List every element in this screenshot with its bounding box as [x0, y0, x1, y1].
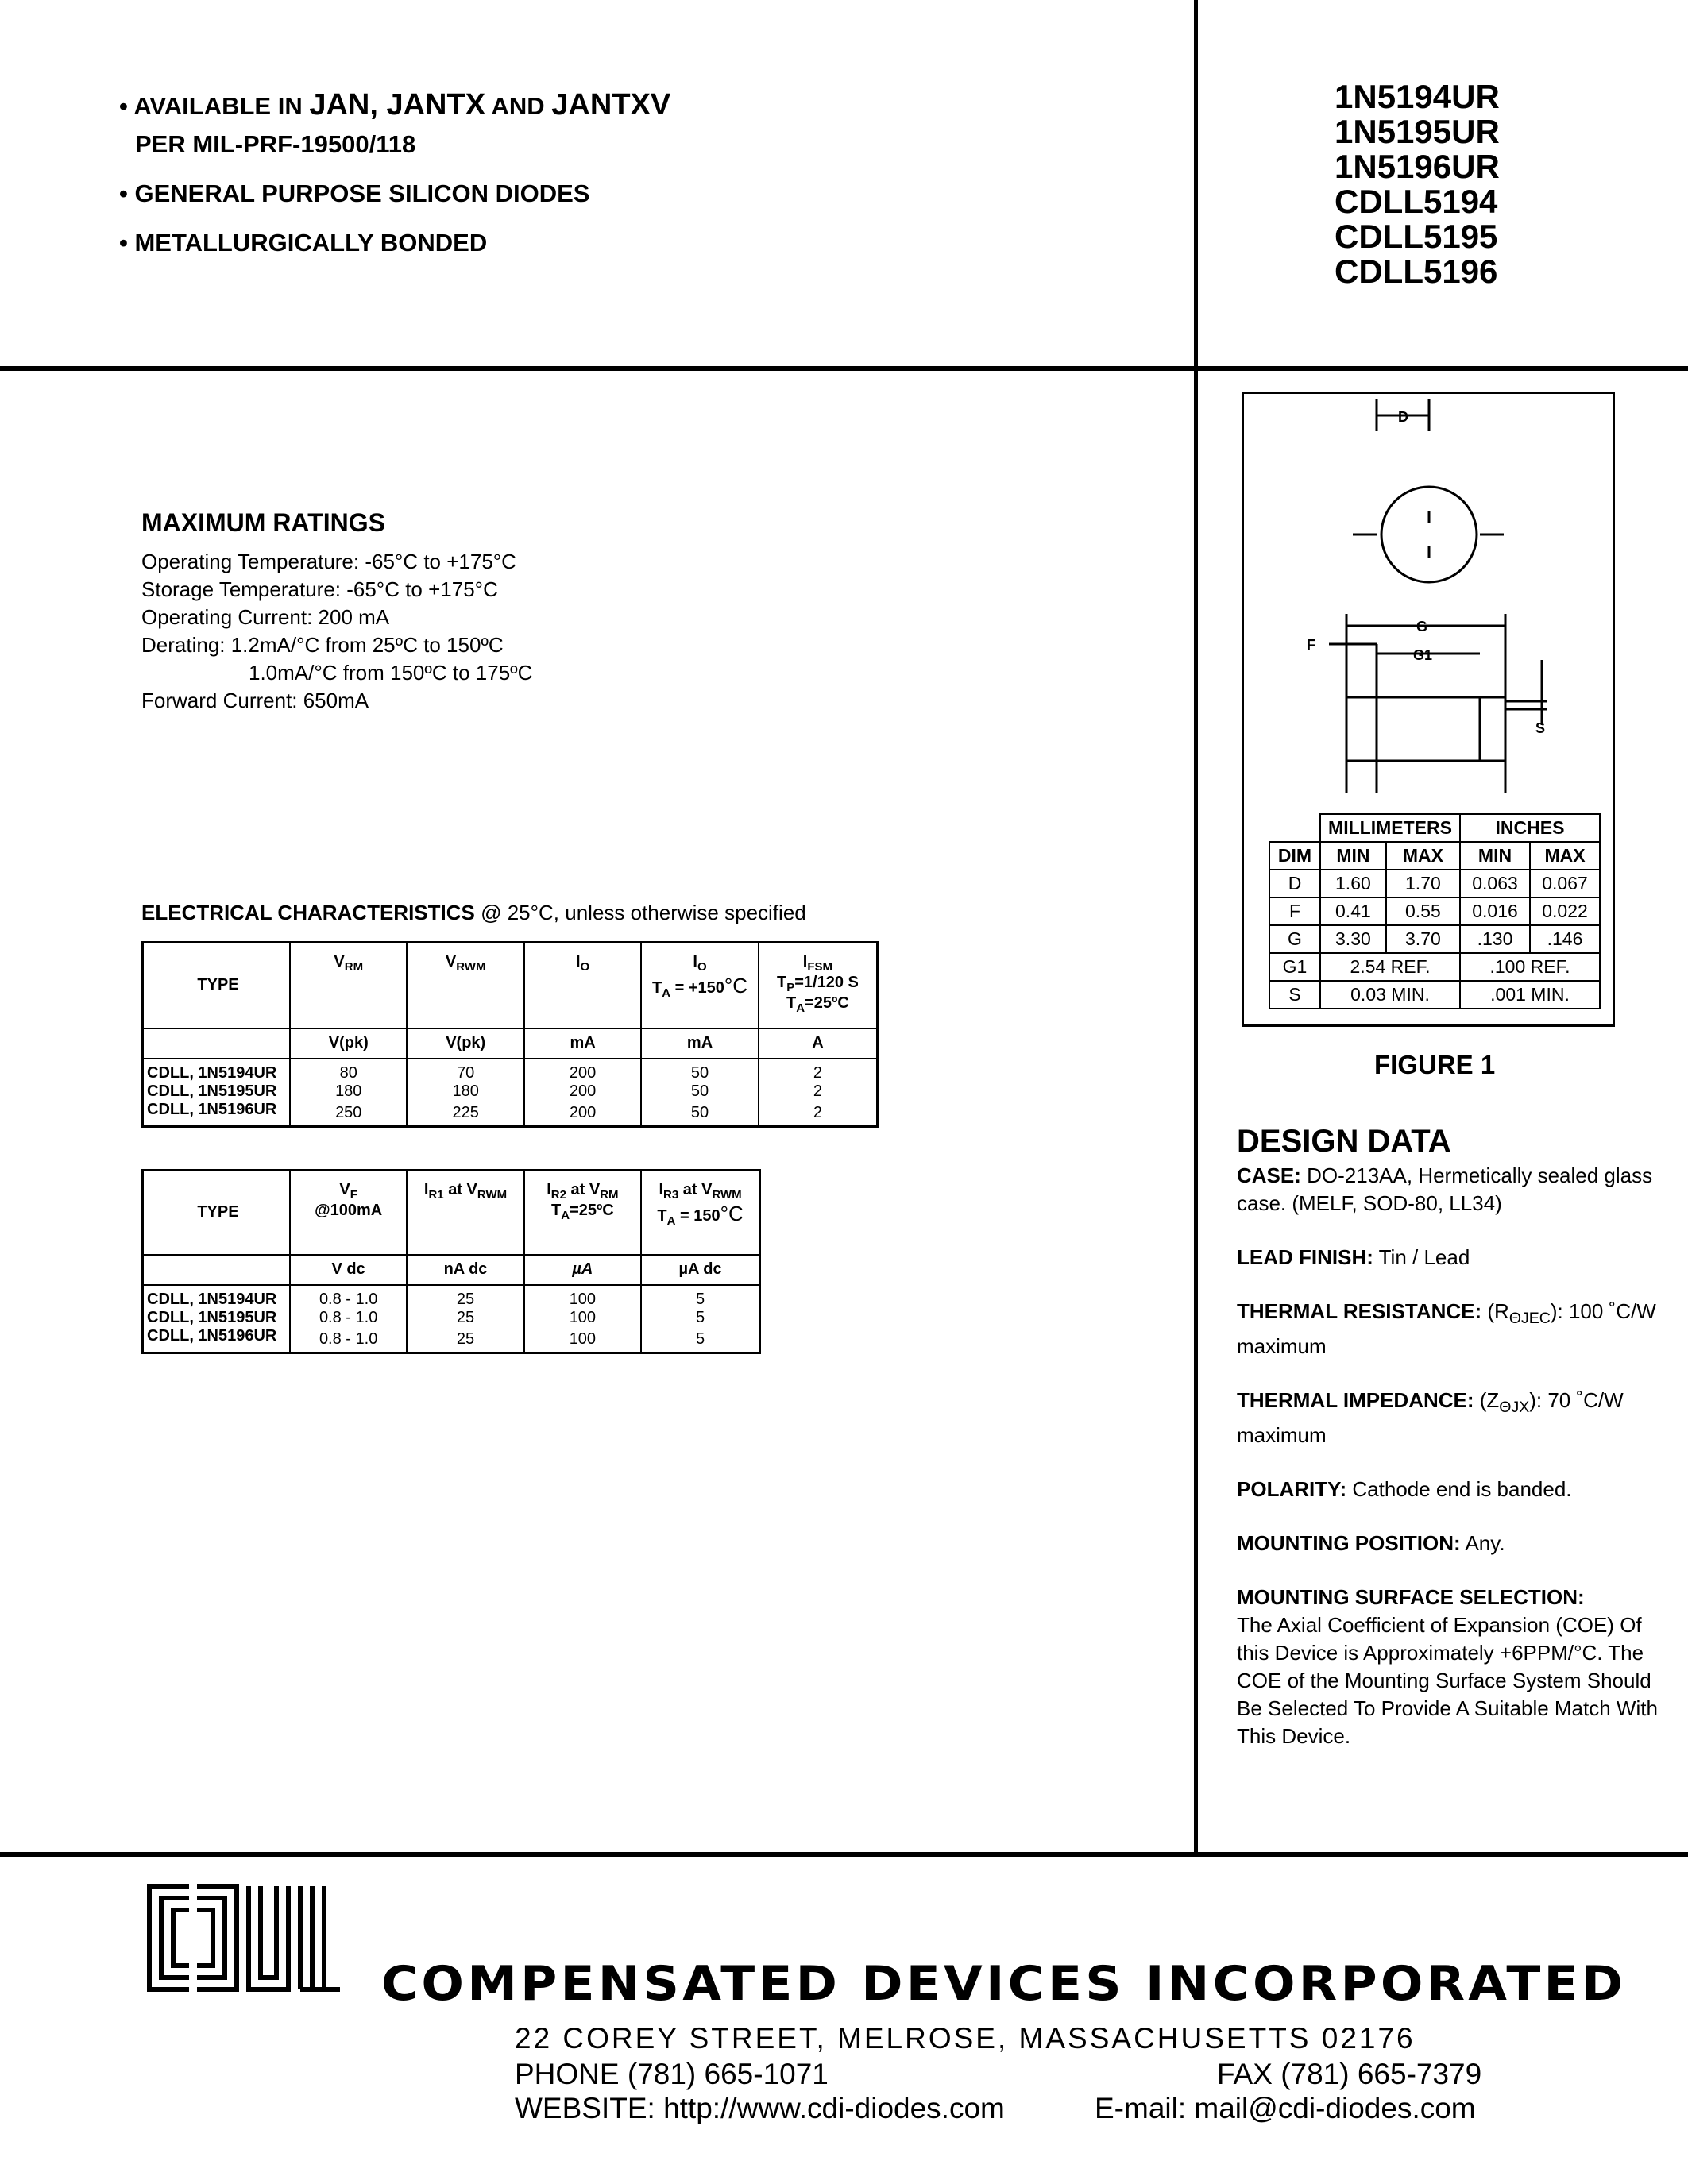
dims-cell: 0.41 — [1320, 897, 1386, 925]
table-row — [143, 1101, 878, 1127]
cell-ir3: 5 — [641, 1327, 759, 1353]
vrwm-symbol: V — [445, 953, 457, 970]
feature-availability — [119, 86, 670, 125]
io2-cond-sub: A — [662, 986, 671, 1000]
design-surface — [1237, 1584, 1666, 1750]
cell-ir1: 25 — [407, 1327, 523, 1353]
electrical-title-rest: @ 25°C, unless otherwise specified — [474, 901, 806, 924]
dims-dim-header: DIM — [1269, 842, 1320, 870]
col-ir3 — [641, 1171, 759, 1255]
dims-min-header: MIN — [1460, 842, 1530, 870]
row-type: CDLL, 1N5196UR — [147, 1100, 277, 1118]
vrm-sub: RM — [344, 960, 364, 974]
company-email[interactable]: E-mail: mail@cdi-diodes.com — [1095, 2092, 1476, 2124]
part-number: CDLL5194 — [1335, 183, 1498, 220]
dims-cell: F — [1269, 897, 1320, 925]
mil-spec: PER MIL-PRF-19500/118 — [135, 130, 416, 158]
dims-cell: 0.067 — [1530, 870, 1600, 897]
ir3-cond-sub: A — [666, 1214, 676, 1228]
io2-cond-unit: °C — [724, 974, 748, 997]
ir2-at-sub: RM — [600, 1188, 619, 1202]
surface-text: The Axial Coefficient of Expansion (COE) Of this Device is Approximately +6PPM/°C. The COE of the Mounting Surface System Should Be Selected To Provide A Suitable Match With This Device. — [1237, 1613, 1658, 1749]
unit-cell: V(pk) — [290, 1028, 407, 1059]
feature-metallurgical: • METALLURGICALLY BONDED — [119, 229, 488, 257]
dims-cell: D — [1269, 870, 1320, 897]
label-g: G — [1416, 619, 1428, 635]
table-row — [143, 1059, 878, 1082]
vf-cond: @100mA — [315, 1202, 383, 1219]
cell-vrm: 250 — [290, 1101, 407, 1127]
ir2-sub: R2 — [550, 1188, 566, 1202]
dims-max-header: MAX — [1530, 842, 1600, 870]
ir1-sub: R1 — [428, 1188, 444, 1202]
dims-cell: 0.022 — [1530, 897, 1600, 925]
dims-cell: .130 — [1460, 925, 1530, 953]
lead-label: LEAD FINISH: — [1237, 1245, 1373, 1269]
ir3-at-sub: RWM — [712, 1188, 742, 1202]
dims-cell: .100 REF. — [1460, 953, 1600, 981]
dims-cell: G — [1269, 925, 1320, 953]
thermal-r-text: ): 100 ˚C/W maximum — [1237, 1299, 1656, 1359]
thermal-z-sym: (Z — [1474, 1388, 1500, 1413]
case-model: DO-213AA, — [1307, 1163, 1413, 1187]
design-mounting — [1237, 1530, 1666, 1557]
dims-cell: 2.54 REF. — [1320, 953, 1460, 981]
mounting-label: MOUNTING POSITION: — [1237, 1531, 1461, 1556]
cell-ifsm: 2 — [759, 1082, 878, 1101]
ir2-cond-t: T — [551, 1202, 562, 1219]
diode-drawing — [1242, 392, 1615, 820]
col-ir2 — [524, 1171, 641, 1255]
table-row — [1269, 981, 1600, 1009]
col-ir1 — [407, 1171, 523, 1255]
end-view-circle — [1381, 487, 1477, 582]
cell-vrm: 80 — [290, 1059, 407, 1082]
row-type: CDLL, 1N5194UR — [143, 1285, 290, 1309]
ifsm-c1-t: T — [776, 974, 787, 991]
label-f: F — [1307, 637, 1315, 653]
col-type: TYPE — [197, 1203, 239, 1221]
characteristics-table — [141, 1169, 761, 1354]
dims-cell: 3.70 — [1386, 925, 1460, 953]
row-type: CDLL, 1N5195UR — [147, 1308, 277, 1326]
label-g1: G1 — [1413, 647, 1433, 663]
col-io — [524, 943, 641, 1028]
rating-operating-current: Operating Current: 200 mA — [141, 605, 390, 629]
ir1-symbol: I — [423, 1181, 429, 1198]
ir3-at: at V — [678, 1181, 713, 1198]
io2-symbol: I — [693, 953, 697, 970]
unit-cell: V dc — [290, 1255, 408, 1285]
unit-cell: A — [759, 1028, 878, 1059]
thermal-z-sub: ΘJX — [1499, 1399, 1530, 1417]
part-number: 1N5195UR — [1335, 113, 1500, 150]
company-fax: FAX (781) 665-7379 — [1217, 2058, 1482, 2090]
cell-vf: 0.8 - 1.0 — [290, 1285, 408, 1309]
feature-general-purpose: • GENERAL PURPOSE SILICON DIODES — [119, 179, 590, 207]
table-row — [143, 1082, 878, 1101]
part-number: 1N5194UR — [1335, 78, 1500, 115]
vf-sub: F — [350, 1188, 357, 1202]
ir3-cond-val: = 150 — [675, 1207, 720, 1225]
company-website[interactable]: WEBSITE: http://www.cdi-diodes.com — [515, 2092, 1005, 2124]
col-vf — [290, 1171, 408, 1255]
row-type: CDLL, 1N5194UR — [143, 1059, 291, 1082]
col-io-150 — [641, 943, 759, 1028]
part-number: CDLL5195 — [1335, 218, 1498, 255]
cell-io: 200 — [524, 1059, 641, 1082]
dims-cell: S — [1269, 981, 1320, 1009]
cell-ir2: 100 — [524, 1309, 641, 1327]
rating-derating-1: Derating: 1.2mA/°C from 25ºC to 150ºC — [141, 633, 504, 657]
cell-ir2: 100 — [524, 1327, 641, 1353]
unit-cell: nA dc — [407, 1255, 523, 1285]
table-row — [143, 1327, 760, 1353]
ir3-cond-t: T — [657, 1207, 667, 1225]
dims-cell: G1 — [1269, 953, 1320, 981]
col-ifsm — [759, 943, 878, 1028]
cell-io: 200 — [524, 1082, 641, 1101]
ratings-title: MAXIMUM RATINGS — [141, 508, 385, 537]
part-number: 1N5196UR — [1335, 148, 1500, 185]
ratings-table — [141, 941, 879, 1128]
cell-io: 200 — [524, 1101, 641, 1127]
ifsm-c2-sub: A — [796, 1001, 805, 1015]
col-vrwm — [407, 943, 523, 1028]
electrical-title — [141, 901, 806, 925]
company-address: 22 COREY STREET, MELROSE, MASSACHUSETTS 02176 — [515, 2022, 1416, 2055]
table-row — [1269, 925, 1600, 953]
thermal-z-text: ): 70 ˚C/W maximum — [1237, 1388, 1624, 1448]
ir2-cond-val: =25ºC — [570, 1202, 614, 1219]
logo-c-outer — [149, 1886, 189, 1989]
dimension-table — [1269, 813, 1601, 1009]
dims-cell: 0.063 — [1460, 870, 1530, 897]
unit-cell: µA — [524, 1255, 641, 1285]
footer-divider — [0, 1852, 1688, 1857]
vertical-divider — [1194, 0, 1198, 1857]
rating-forward-current: Forward Current: 650mA — [141, 689, 369, 712]
cell-ir1: 25 — [407, 1285, 523, 1309]
ifsm-c2-val: =25ºC — [805, 994, 849, 1012]
table-row — [1269, 897, 1600, 925]
table-row — [1269, 953, 1600, 981]
cell-ir2: 100 — [524, 1285, 641, 1309]
polarity-text: Cathode end is banded. — [1346, 1477, 1572, 1502]
ifsm-c1-val: =1/120 S — [794, 974, 859, 991]
table-row — [143, 1309, 760, 1327]
vrwm-sub: RWM — [456, 960, 486, 974]
dims-mm-header: MILLIMETERS — [1320, 814, 1460, 842]
feature-bullets — [119, 86, 670, 262]
design-data — [1237, 1162, 1666, 1750]
table-row — [143, 1285, 760, 1309]
dims-cell: 1.60 — [1320, 870, 1386, 897]
availability-jantxv: JANTXV — [551, 88, 671, 122]
dims-cell: 0.03 MIN. — [1320, 981, 1460, 1009]
cell-io150: 50 — [641, 1059, 759, 1082]
io2-cond-t: T — [651, 979, 662, 997]
ifsm-c1-sub: P — [786, 981, 795, 994]
case-rest: Hermetically sealed glass case. (MELF, SOD-80, LL34) — [1237, 1163, 1653, 1215]
dims-cell: .001 MIN. — [1460, 981, 1600, 1009]
ir3-cond-unit: °C — [720, 1202, 744, 1225]
cell-vrm: 180 — [290, 1082, 407, 1101]
cell-ifsm: 2 — [759, 1101, 878, 1127]
ir1-at: at V — [443, 1181, 477, 1198]
row-type: CDLL, 1N5195UR — [147, 1082, 277, 1100]
dims-cell: .146 — [1530, 925, 1600, 953]
case-label: CASE: — [1237, 1163, 1301, 1187]
dims-min-header: MIN — [1320, 842, 1386, 870]
cell-ifsm: 2 — [759, 1059, 878, 1082]
company-phone: PHONE (781) 665-1071 — [515, 2058, 829, 2090]
availability-jan: JAN, JANTX — [309, 88, 486, 122]
thermal-r-sub: ΘJEC — [1508, 1310, 1551, 1328]
availability-and: AND — [485, 92, 552, 120]
cell-vrwm: 180 — [407, 1082, 523, 1101]
dims-cell: 0.55 — [1386, 897, 1460, 925]
dims-cell: 3.30 — [1320, 925, 1386, 953]
unit-cell: V(pk) — [407, 1028, 523, 1059]
ifsm-c2-t: T — [786, 994, 797, 1012]
rating-derating-2: 1.0mA/°C from 150ºC to 175ºC — [249, 661, 533, 685]
ir2-at: at V — [566, 1181, 601, 1198]
vrm-symbol: V — [334, 953, 345, 970]
label-s: S — [1535, 720, 1546, 736]
design-lead — [1237, 1244, 1666, 1271]
design-title: DESIGN DATA — [1237, 1124, 1451, 1159]
io-symbol: I — [575, 953, 581, 970]
dims-max-header: MAX — [1386, 842, 1460, 870]
unit-cell: µA dc — [641, 1255, 759, 1285]
ir2-cond-sub: A — [561, 1209, 570, 1222]
cell-io150: 50 — [641, 1101, 759, 1127]
ifsm-symbol: I — [802, 953, 808, 970]
ir3-symbol: I — [659, 1181, 663, 1198]
dims-corner — [1269, 814, 1320, 842]
ratings-list — [141, 548, 532, 715]
cell-ir3: 5 — [641, 1285, 759, 1309]
table-row — [1269, 870, 1600, 897]
electrical-title-bold: ELECTRICAL CHARACTERISTICS — [141, 901, 475, 924]
surface-label: MOUNTING SURFACE SELECTION: — [1237, 1585, 1585, 1610]
vf-symbol: V — [339, 1181, 350, 1198]
dims-cell: 1.70 — [1386, 870, 1460, 897]
cell-io150: 50 — [641, 1082, 759, 1101]
ir1-at-sub: RWM — [477, 1188, 508, 1202]
mounting-text: Any. — [1460, 1531, 1505, 1556]
header-divider — [0, 366, 1688, 371]
rating-operating-temp: Operating Temperature: -65°C to +175°C — [141, 550, 516, 573]
cell-ir3: 5 — [641, 1309, 759, 1327]
thermal-r-label: THERMAL RESISTANCE: — [1237, 1299, 1482, 1323]
row-type: CDLL, 1N5196UR — [147, 1326, 277, 1345]
design-thermal-impedance — [1237, 1387, 1666, 1449]
dims-in-header: INCHES — [1460, 814, 1600, 842]
ifsm-sub: FSM — [807, 960, 833, 974]
design-thermal-resistance — [1237, 1298, 1666, 1360]
cell-ir1: 25 — [407, 1309, 523, 1327]
label-d: D — [1398, 409, 1408, 425]
cell-vf: 0.8 - 1.0 — [290, 1309, 408, 1327]
diode-body — [1346, 697, 1505, 761]
part-numbers — [1335, 79, 1500, 289]
unit-cell: mA — [524, 1028, 641, 1059]
availability-prefix: • AVAILABLE IN — [119, 92, 310, 120]
company-name: COMPENSATED DEVICES INCORPORATED — [381, 1956, 1627, 2012]
lead-text: Tin / Lead — [1373, 1245, 1470, 1269]
unit-blank — [143, 1028, 291, 1059]
cdi-logo — [133, 1870, 372, 2005]
polarity-label: POLARITY: — [1237, 1477, 1347, 1502]
col-type: TYPE — [197, 976, 239, 994]
ir3-sub: R3 — [663, 1188, 679, 1202]
rating-storage-temp: Storage Temperature: -65°C to +175°C — [141, 577, 498, 601]
io2-sub: O — [697, 960, 707, 974]
io2-cond-val: = +150 — [670, 979, 724, 997]
design-polarity — [1237, 1476, 1666, 1503]
figure-caption: FIGURE 1 — [1374, 1050, 1496, 1079]
ir2-symbol: I — [547, 1181, 551, 1198]
col-vrm — [290, 943, 407, 1028]
thermal-r-sym: (R — [1481, 1299, 1509, 1323]
io-sub: O — [580, 960, 590, 974]
cell-vf: 0.8 - 1.0 — [290, 1327, 408, 1353]
cell-vrwm: 70 — [407, 1059, 523, 1082]
thermal-z-label: THERMAL IMPEDANCE: — [1237, 1388, 1474, 1413]
cell-vrwm: 225 — [407, 1101, 523, 1127]
dims-cell: 0.016 — [1460, 897, 1530, 925]
unit-cell: mA — [641, 1028, 759, 1059]
part-number: CDLL5196 — [1335, 253, 1498, 290]
unit-blank — [143, 1255, 290, 1285]
design-case — [1237, 1162, 1666, 1217]
